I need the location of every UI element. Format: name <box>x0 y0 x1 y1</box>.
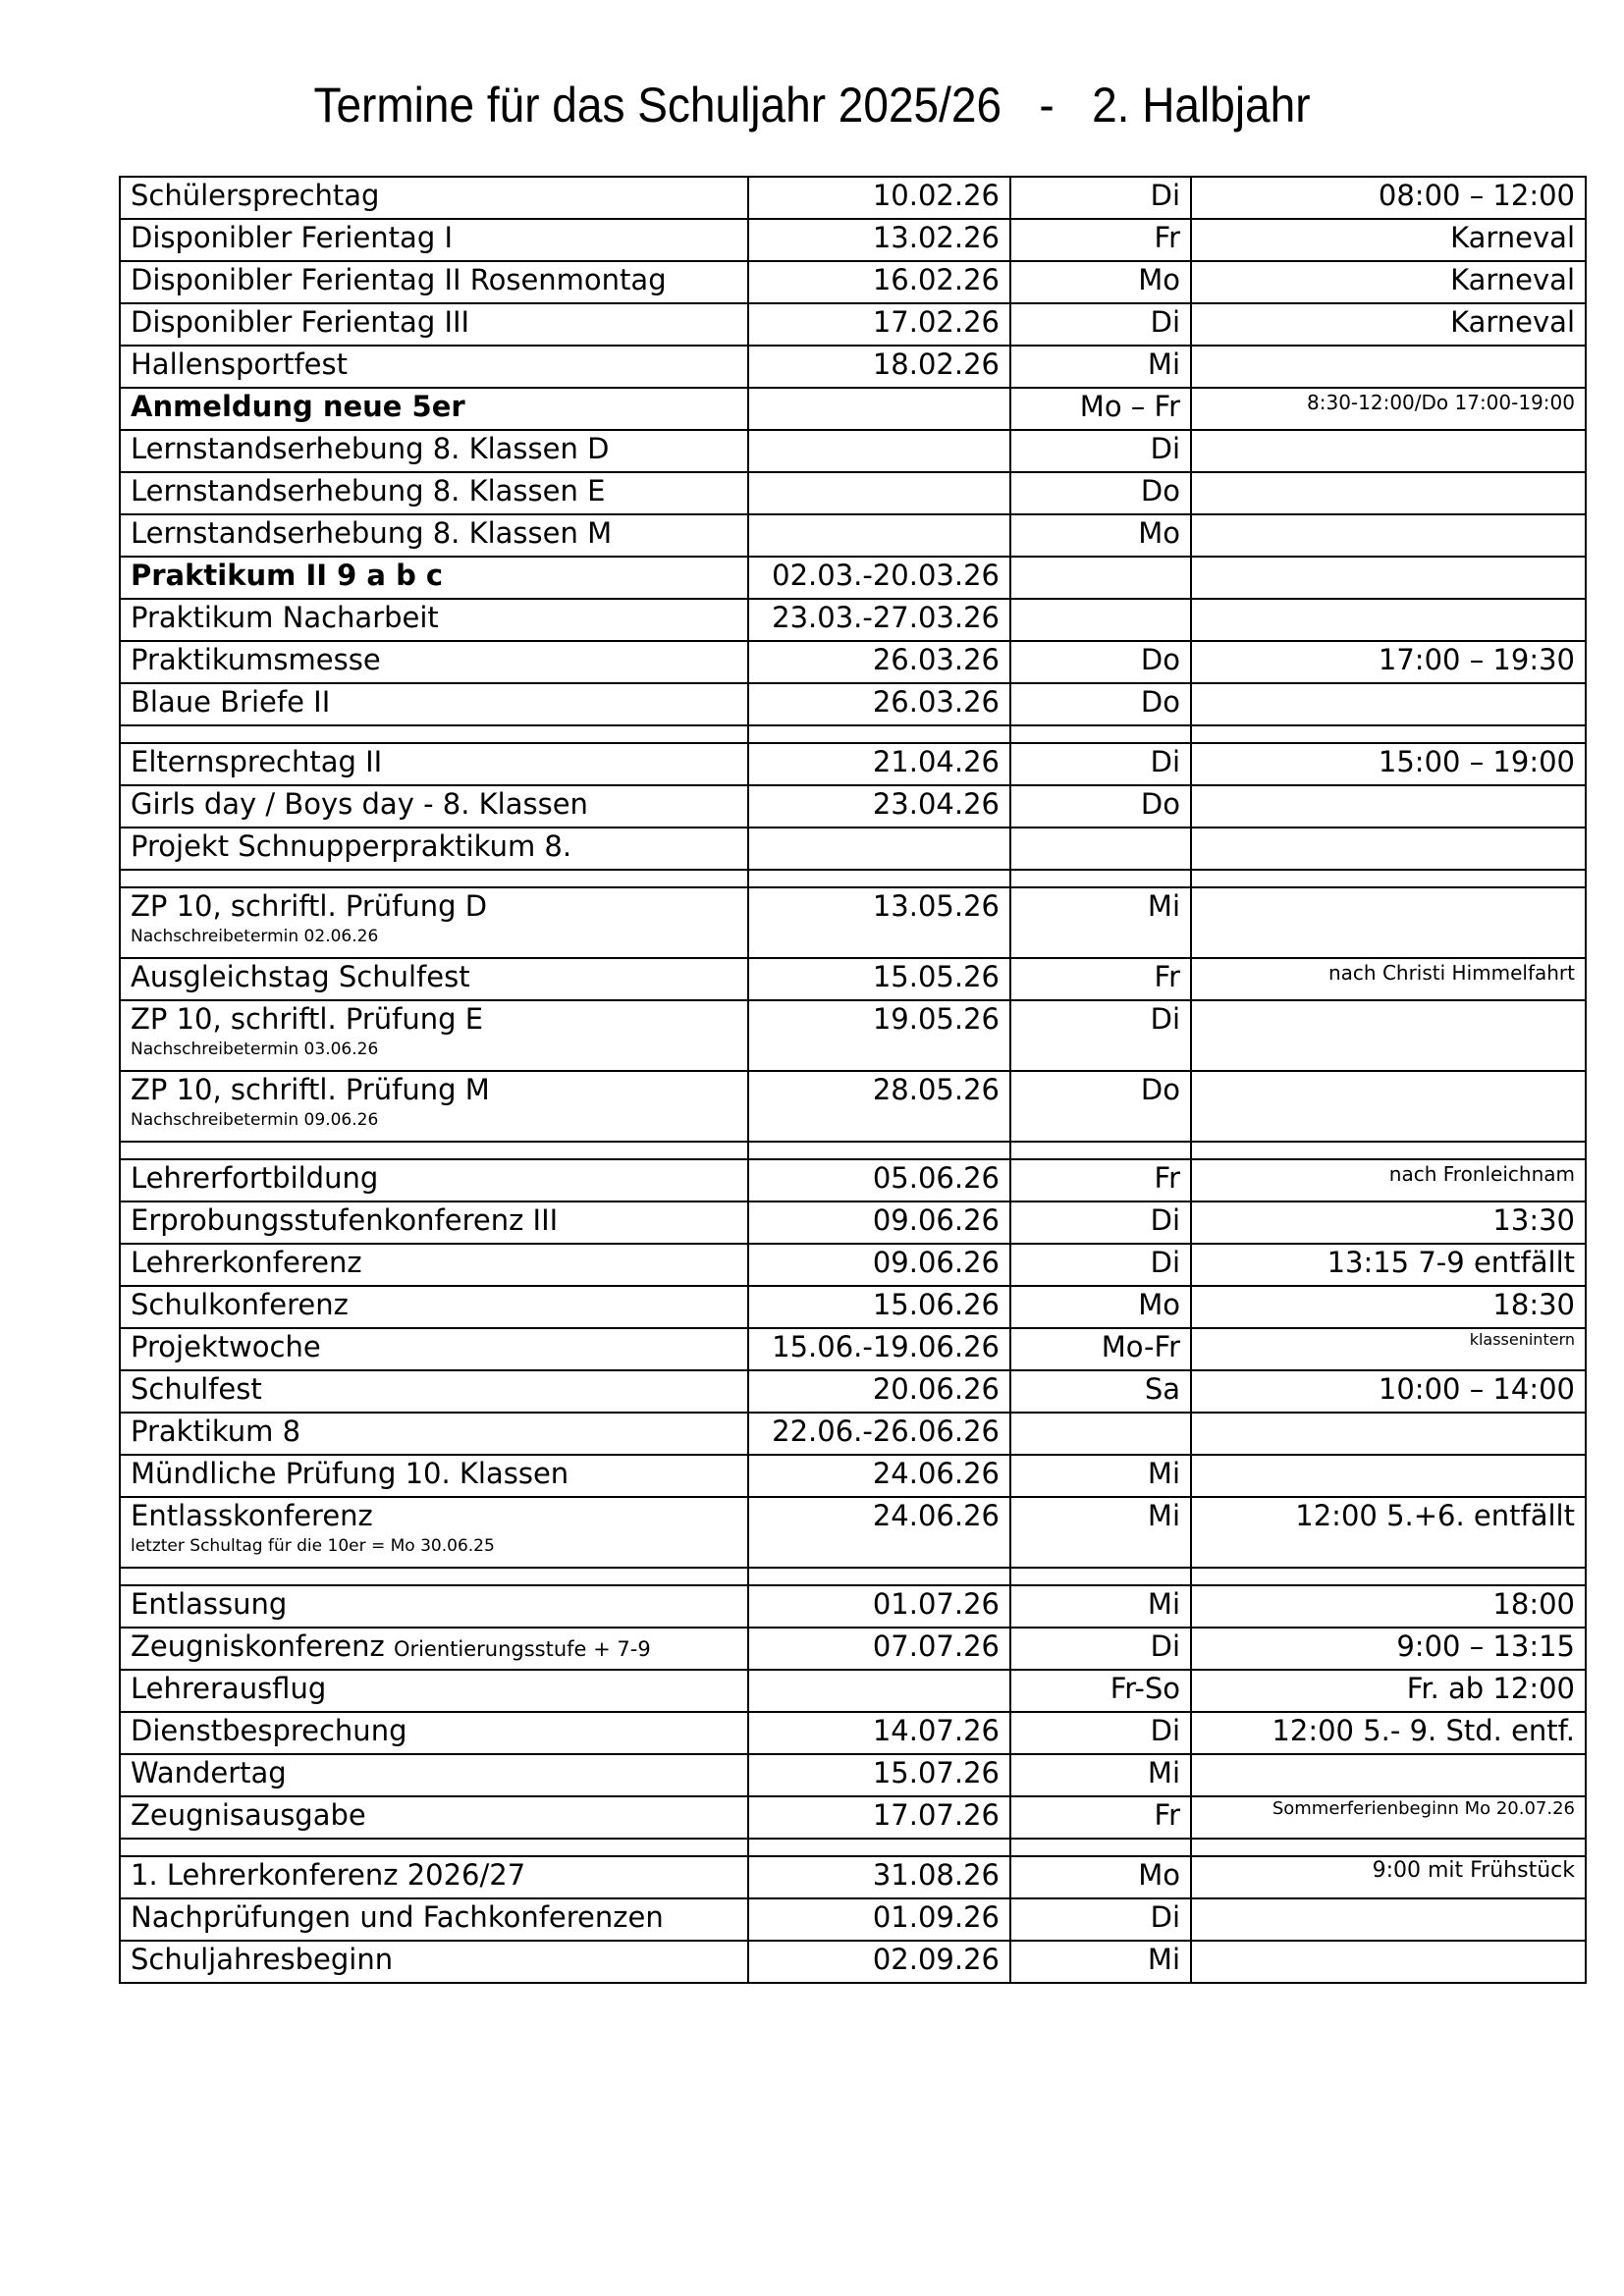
event-cell: Disponibler Ferientag III <box>120 303 748 346</box>
weekday-cell: Mo <box>1010 1856 1191 1898</box>
table-row <box>120 1856 1586 1898</box>
date-cell: 22.06.-26.06.26 <box>748 1413 1010 1455</box>
event-cell: Lernstandserhebung 8. Klassen M <box>120 514 748 557</box>
date-cell: 13.02.26 <box>748 219 1010 261</box>
table-row <box>120 1370 1586 1413</box>
note-cell <box>1191 1898 1586 1941</box>
date-cell: 26.03.26 <box>748 641 1010 683</box>
table-row <box>120 177 1586 219</box>
date-cell: 28.05.26 <box>748 1071 1010 1142</box>
weekday-cell: Mo <box>1010 261 1191 303</box>
table-row <box>120 1585 1586 1628</box>
empty-cell <box>748 1568 1010 1585</box>
note-cell: nach Fronleichnam <box>1191 1159 1586 1201</box>
table-row <box>120 1754 1586 1796</box>
event-cell: Zeugnisausgabe <box>120 1796 748 1839</box>
note-cell <box>1191 1071 1586 1142</box>
date-cell: 09.06.26 <box>748 1244 1010 1286</box>
event-cell: Ausgleichstag Schulfest <box>120 958 748 1000</box>
weekday-cell: Do <box>1010 1071 1191 1142</box>
date-cell: 14.07.26 <box>748 1712 1010 1754</box>
note-cell: Karneval <box>1191 261 1586 303</box>
table-row <box>120 1328 1586 1370</box>
weekday-cell: Mi <box>1010 346 1191 388</box>
event-cell: Praktikum Nacharbeit <box>120 599 748 641</box>
note-cell <box>1191 514 1586 557</box>
date-cell: 15.05.26 <box>748 958 1010 1000</box>
date-cell <box>748 1670 1010 1712</box>
table-row <box>120 743 1586 785</box>
table-row <box>120 1000 1586 1071</box>
date-cell: 10.02.26 <box>748 177 1010 219</box>
table-row <box>120 1670 1586 1712</box>
event-title: ZP 10, schriftl. Prüfung E <box>131 1002 484 1036</box>
date-cell: 01.09.26 <box>748 1898 1010 1941</box>
table-row <box>120 388 1586 430</box>
event-title: ZP 10, schriftl. Prüfung M <box>131 1073 490 1106</box>
event-subnote: Orientierungsstufe + 7-9 <box>393 1637 651 1661</box>
empty-cell <box>748 870 1010 887</box>
note-cell: Fr. ab 12:00 <box>1191 1670 1586 1712</box>
note-cell <box>1191 346 1586 388</box>
table-row <box>120 1898 1586 1941</box>
event-cell: Lernstandserhebung 8. Klassen D <box>120 430 748 472</box>
date-cell: 01.07.26 <box>748 1585 1010 1628</box>
date-cell <box>748 828 1010 870</box>
page-title: Termine für das Schuljahr 2025/26 - 2. Halbjahr <box>313 78 1311 133</box>
note-cell: 9:00 mit Frühstück <box>1191 1856 1586 1898</box>
date-cell: 13.05.26 <box>748 887 1010 958</box>
date-cell: 21.04.26 <box>748 743 1010 785</box>
event-subnote: Nachschreibetermin 02.06.26 <box>131 927 379 946</box>
weekday-cell <box>1010 1413 1191 1455</box>
event-title: Zeugniskonferenz <box>131 1629 385 1663</box>
note-cell <box>1191 1000 1586 1071</box>
schedule-table <box>119 176 1587 1984</box>
date-cell: 15.07.26 <box>748 1754 1010 1796</box>
table-row <box>120 1796 1586 1839</box>
date-cell: 17.02.26 <box>748 303 1010 346</box>
note-cell: Sommerferienbeginn Mo 20.07.26 <box>1191 1796 1586 1839</box>
weekday-cell: Do <box>1010 472 1191 514</box>
empty-cell <box>1191 1839 1586 1856</box>
note-cell <box>1191 599 1586 641</box>
table-row <box>120 785 1586 828</box>
event-cell: Disponibler Ferientag I <box>120 219 748 261</box>
weekday-cell: Do <box>1010 785 1191 828</box>
note-cell: 8:30-12:00/Do 17:00-19:00 <box>1191 388 1586 430</box>
weekday-cell: Di <box>1010 1898 1191 1941</box>
weekday-cell: Mo <box>1010 514 1191 557</box>
note-cell: 13:15 7-9 entfällt <box>1191 1244 1586 1286</box>
weekday-cell: Fr <box>1010 219 1191 261</box>
weekday-cell: Mi <box>1010 1585 1191 1628</box>
spacer-row <box>120 725 1586 743</box>
note-cell: Karneval <box>1191 303 1586 346</box>
note-cell: 18:30 <box>1191 1286 1586 1328</box>
weekday-cell: Di <box>1010 1000 1191 1071</box>
weekday-cell: Mo – Fr <box>1010 388 1191 430</box>
event-subnote: letzter Schultag für die 10er = Mo 30.06.25 <box>131 1536 495 1556</box>
note-cell: 17:00 – 19:30 <box>1191 641 1586 683</box>
weekday-cell: Fr <box>1010 1796 1191 1839</box>
event-cell: Schuljahresbeginn <box>120 1941 748 1983</box>
date-cell: 20.06.26 <box>748 1370 1010 1413</box>
note-cell <box>1191 1455 1586 1497</box>
date-cell: 16.02.26 <box>748 261 1010 303</box>
empty-cell <box>120 1839 748 1856</box>
note-cell <box>1191 1941 1586 1983</box>
date-cell <box>748 472 1010 514</box>
empty-cell <box>748 1142 1010 1159</box>
date-cell: 02.09.26 <box>748 1941 1010 1983</box>
date-cell: 18.02.26 <box>748 346 1010 388</box>
table-row <box>120 430 1586 472</box>
weekday-cell <box>1010 599 1191 641</box>
table-row <box>120 346 1586 388</box>
weekday-cell: Di <box>1010 303 1191 346</box>
weekday-cell: Mo <box>1010 1286 1191 1328</box>
note-cell: 9:00 – 13:15 <box>1191 1628 1586 1670</box>
table-row <box>120 303 1586 346</box>
weekday-cell: Do <box>1010 683 1191 725</box>
date-cell: 17.07.26 <box>748 1796 1010 1839</box>
weekday-cell: Di <box>1010 1628 1191 1670</box>
empty-cell <box>1191 1142 1586 1159</box>
event-cell: Projektwoche <box>120 1328 748 1370</box>
empty-cell <box>1010 1142 1191 1159</box>
table-row <box>120 958 1586 1000</box>
empty-cell <box>120 725 748 743</box>
event-cell: Erprobungsstufenkonferenz III <box>120 1201 748 1244</box>
empty-cell <box>1191 1568 1586 1585</box>
event-cell: Schülersprechtag <box>120 177 748 219</box>
table-row <box>120 261 1586 303</box>
empty-cell <box>1010 870 1191 887</box>
note-cell: 08:00 – 12:00 <box>1191 177 1586 219</box>
event-cell <box>120 1497 748 1568</box>
date-cell: 15.06.-19.06.26 <box>748 1328 1010 1370</box>
event-cell <box>120 887 748 958</box>
date-cell: 19.05.26 <box>748 1000 1010 1071</box>
weekday-cell: Di <box>1010 743 1191 785</box>
date-cell: 02.03.-20.03.26 <box>748 557 1010 599</box>
empty-cell <box>1010 1568 1191 1585</box>
note-cell: 12:00 5.+6. entfällt <box>1191 1497 1586 1568</box>
event-cell: Praktikumsmesse <box>120 641 748 683</box>
event-cell: Praktikum II 9 a b c <box>120 557 748 599</box>
empty-cell <box>120 1568 748 1585</box>
weekday-cell: Mi <box>1010 1754 1191 1796</box>
note-cell: klassenintern <box>1191 1328 1586 1370</box>
table-row <box>120 1628 1586 1670</box>
weekday-cell: Fr <box>1010 958 1191 1000</box>
spacer-row <box>120 1568 1586 1585</box>
empty-cell <box>120 1142 748 1159</box>
date-cell: 05.06.26 <box>748 1159 1010 1201</box>
note-cell <box>1191 828 1586 870</box>
note-cell: 12:00 5.- 9. Std. entf. <box>1191 1712 1586 1754</box>
event-cell <box>120 1000 748 1071</box>
note-cell: 10:00 – 14:00 <box>1191 1370 1586 1413</box>
table-row <box>120 1712 1586 1754</box>
event-title: ZP 10, schriftl. Prüfung D <box>131 889 488 923</box>
empty-cell <box>748 1839 1010 1856</box>
weekday-cell: Fr-So <box>1010 1670 1191 1712</box>
event-cell: Girls day / Boys day - 8. Klassen <box>120 785 748 828</box>
note-cell: 15:00 – 19:00 <box>1191 743 1586 785</box>
spacer-row <box>120 870 1586 887</box>
note-cell: nach Christi Himmelfahrt <box>1191 958 1586 1000</box>
event-cell: Blaue Briefe II <box>120 683 748 725</box>
table-row <box>120 1941 1586 1983</box>
empty-cell <box>1191 870 1586 887</box>
weekday-cell <box>1010 557 1191 599</box>
date-cell: 15.06.26 <box>748 1286 1010 1328</box>
event-cell: Anmeldung neue 5er <box>120 388 748 430</box>
event-cell: Elternsprechtag II <box>120 743 748 785</box>
date-cell <box>748 430 1010 472</box>
weekday-cell: Fr <box>1010 1159 1191 1201</box>
empty-cell <box>1010 1839 1191 1856</box>
note-cell <box>1191 1413 1586 1455</box>
weekday-cell: Mo-Fr <box>1010 1328 1191 1370</box>
date-cell: 24.06.26 <box>748 1497 1010 1568</box>
event-cell: Nachprüfungen und Fachkonferenzen <box>120 1898 748 1941</box>
weekday-cell: Di <box>1010 430 1191 472</box>
table-row <box>120 1244 1586 1286</box>
empty-cell <box>1191 725 1586 743</box>
spacer-row <box>120 1142 1586 1159</box>
weekday-cell: Di <box>1010 1712 1191 1754</box>
date-cell: 09.06.26 <box>748 1201 1010 1244</box>
table-row <box>120 1413 1586 1455</box>
empty-cell <box>120 870 748 887</box>
table-row <box>120 599 1586 641</box>
weekday-cell: Di <box>1010 1201 1191 1244</box>
table-row <box>120 1071 1586 1142</box>
event-cell: Projekt Schnupperpraktikum 8. <box>120 828 748 870</box>
note-cell <box>1191 472 1586 514</box>
table-row <box>120 1159 1586 1201</box>
table-row <box>120 887 1586 958</box>
event-cell <box>120 1071 748 1142</box>
note-cell <box>1191 430 1586 472</box>
event-title: Entlasskonferenz <box>131 1499 373 1532</box>
event-subnote: Nachschreibetermin 09.06.26 <box>131 1110 379 1130</box>
date-cell <box>748 514 1010 557</box>
weekday-cell: Mi <box>1010 887 1191 958</box>
event-cell: 1. Lehrerkonferenz 2026/27 <box>120 1856 748 1898</box>
event-cell <box>120 1628 748 1670</box>
date-cell: 31.08.26 <box>748 1856 1010 1898</box>
event-cell: Lehrerfortbildung <box>120 1159 748 1201</box>
event-cell: Disponibler Ferientag II Rosenmontag <box>120 261 748 303</box>
event-cell: Praktikum 8 <box>120 1413 748 1455</box>
table-row <box>120 1497 1586 1568</box>
event-cell: Schulkonferenz <box>120 1286 748 1328</box>
table-row <box>120 1286 1586 1328</box>
note-cell <box>1191 1754 1586 1796</box>
note-cell: 13:30 <box>1191 1201 1586 1244</box>
note-cell: Karneval <box>1191 219 1586 261</box>
weekday-cell: Di <box>1010 177 1191 219</box>
weekday-cell: Di <box>1010 1244 1191 1286</box>
weekday-cell: Sa <box>1010 1370 1191 1413</box>
weekday-cell: Do <box>1010 641 1191 683</box>
weekday-cell <box>1010 828 1191 870</box>
event-cell: Wandertag <box>120 1754 748 1796</box>
table-row <box>120 472 1586 514</box>
table-row <box>120 1455 1586 1497</box>
note-cell <box>1191 887 1586 958</box>
date-cell: 26.03.26 <box>748 683 1010 725</box>
table-row <box>120 683 1586 725</box>
empty-cell <box>1010 725 1191 743</box>
event-cell: Entlassung <box>120 1585 748 1628</box>
note-cell: 18:00 <box>1191 1585 1586 1628</box>
date-cell: 23.03.-27.03.26 <box>748 599 1010 641</box>
table-row <box>120 641 1586 683</box>
date-cell: 24.06.26 <box>748 1455 1010 1497</box>
weekday-cell: Mi <box>1010 1455 1191 1497</box>
event-cell: Schulfest <box>120 1370 748 1413</box>
table-row <box>120 219 1586 261</box>
event-cell: Hallensportfest <box>120 346 748 388</box>
weekday-cell: Mi <box>1010 1497 1191 1568</box>
spacer-row <box>120 1839 1586 1856</box>
event-cell: Lernstandserhebung 8. Klassen E <box>120 472 748 514</box>
event-cell: Mündliche Prüfung 10. Klassen <box>120 1455 748 1497</box>
event-subnote: Nachschreibetermin 03.06.26 <box>131 1040 379 1059</box>
empty-cell <box>748 725 1010 743</box>
table-row <box>120 828 1586 870</box>
table-row <box>120 557 1586 599</box>
event-cell: Lehrerausflug <box>120 1670 748 1712</box>
table-row <box>120 514 1586 557</box>
date-cell: 07.07.26 <box>748 1628 1010 1670</box>
event-cell: Lehrerkonferenz <box>120 1244 748 1286</box>
note-cell <box>1191 785 1586 828</box>
event-cell: Dienstbesprechung <box>120 1712 748 1754</box>
weekday-cell: Mi <box>1010 1941 1191 1983</box>
table-row <box>120 1201 1586 1244</box>
note-cell <box>1191 557 1586 599</box>
date-cell: 23.04.26 <box>748 785 1010 828</box>
date-cell <box>748 388 1010 430</box>
note-cell <box>1191 683 1586 725</box>
